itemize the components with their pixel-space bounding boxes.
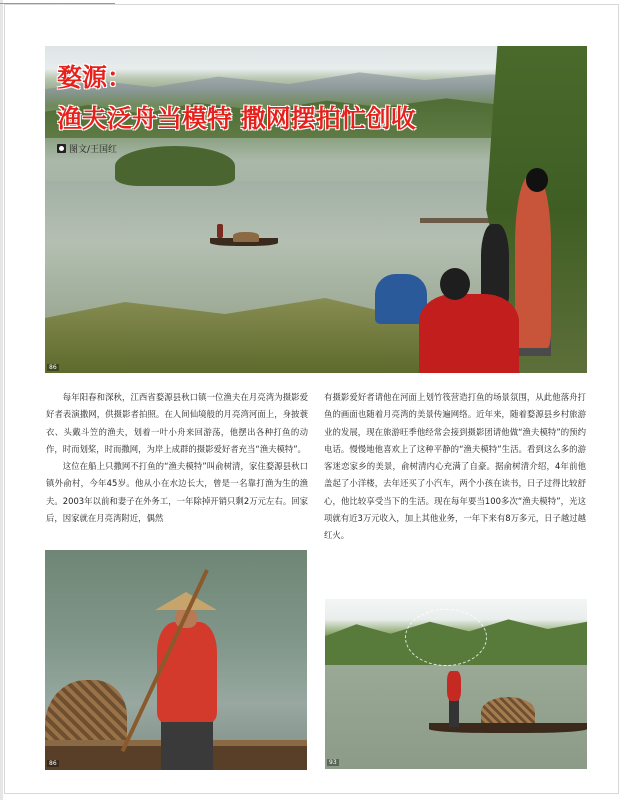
hero-photo [45, 46, 587, 373]
article-column-right [324, 389, 586, 545]
paragraph: 这位在船上只撒网不打鱼的“渔夫模特”叫俞树清，家住婺源县秋口镇外俞村，今年45岁。他从小在水边长大，曾是一名靠打渔为生的渔夫。2003年以前和妻子在外务工，一年除掉开销只剩2万元左右。回家后，因家就在月亮湾附近，偶然 [46, 461, 308, 524]
photographer-figure [419, 294, 519, 373]
byline [57, 142, 117, 155]
title-line-2: 渔夫泛舟当模特 撒网摆拍忙创收 [57, 104, 416, 133]
photographer-figure [515, 176, 551, 348]
camera-icon [57, 144, 66, 153]
title-line-1: 婺源： [57, 63, 133, 92]
boat-basket [233, 232, 259, 242]
page-gutter-shadow [0, 0, 3, 800]
fisherman-figure [217, 224, 223, 238]
photo-page-mark: 86 [49, 760, 57, 767]
photographer-head [526, 168, 548, 192]
net-casting-photo [325, 599, 587, 769]
fisherman-portrait-photo [45, 550, 307, 770]
paragraph: 每年阳春和深秋，江西省婺源县秋口镇一位渔夫在月亮湾为摄影爱好者表演撒网，供摄影者拍照。在人间仙境般的月亮湾河面上，身披蓑衣、头戴斗笠的渔夫，划着一叶小舟来回游荡，他摆出各种打鱼的动作，时而划桨，时而撒网，为岸上成群的摄影爱好者充当“渔夫模特”。 [46, 392, 308, 454]
cast-net [405, 609, 487, 666]
photo-page-mark: 86 [49, 364, 57, 371]
article-title [57, 63, 416, 134]
photographer-figure [481, 224, 509, 304]
article-column-left [46, 389, 308, 527]
fisherman-figure [447, 671, 461, 701]
byline-text: 图文/王国红 [69, 145, 118, 155]
photo-page-mark: 93 [329, 759, 337, 766]
photographer-head [440, 268, 470, 300]
running-head: ...... [55, 0, 67, 6]
paragraph: 有摄影爱好者请他在河面上划竹筏营造打鱼的场景氛围，从此他落舟打鱼的画面也随着月亮湾的美景传遍网络。近年来，随着婺源县乡村旅游业的发展，现在旅游旺季他经常会接到摄影团请他做“渔夫模特”的预约电话。慢慢地他喜欢上了这种平静的“渔夫模特”生活。看到这么多的游客迷恋家乡的美景，俞树清内心充满了自豪。据俞树清介绍，4年前他盖起了小洋楼，去年还买了小汽车，两个小孩在读书，日子过得比较舒心，他比较享受当下的生活。现在每年要当100多次“渔夫模特”，光这项就有近3万元收入，加上其他业务，一年下来有8万多元，日子越过越红火。 [324, 392, 586, 541]
river-island [115, 146, 235, 186]
fisherman-red-coat [157, 622, 217, 722]
bamboo-raft [420, 218, 490, 223]
fisherman-legs [449, 699, 459, 727]
